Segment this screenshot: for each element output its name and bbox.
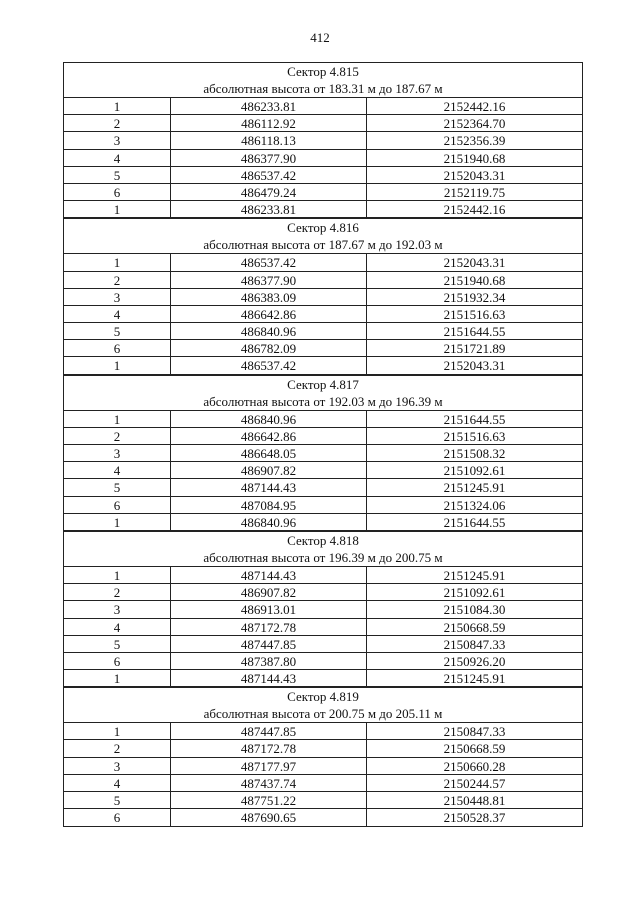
point-number-cell: 3 xyxy=(64,289,171,305)
y-coordinate-cell: 2151092.61 xyxy=(443,463,506,479)
point-number-cell: 1 xyxy=(64,98,171,114)
sector-block xyxy=(64,531,582,687)
point-number-cell: 6 xyxy=(64,809,171,826)
x-coordinate-cell: 486642.86 xyxy=(171,428,367,444)
point-number-cell: 3 xyxy=(64,132,171,148)
sector-block xyxy=(64,687,582,826)
x-coordinate-cell: 486118.13 xyxy=(171,132,367,148)
point-number-cell: 1 xyxy=(64,411,171,427)
table-row xyxy=(64,723,582,740)
x-coordinate-cell: 486907.82 xyxy=(171,462,367,478)
sector-title: Сектор 4.818 xyxy=(64,531,582,549)
x-coordinate-cell: 487751.22 xyxy=(171,792,367,808)
table-row xyxy=(64,758,582,775)
x-coordinate-cell: 487084.95 xyxy=(171,497,367,513)
table-row xyxy=(64,479,582,496)
y-coordinate-cell: 2151245.91 xyxy=(443,567,506,583)
y-coordinate-cell: 2151092.61 xyxy=(443,585,506,601)
table-row xyxy=(64,411,582,428)
point-number-cell: 5 xyxy=(64,323,171,339)
y-coordinate-cell: 2150244.57 xyxy=(443,775,506,791)
table-row xyxy=(64,497,582,514)
sector-altitude-range: абсолютная высота от 183.31 м до 187.67 м xyxy=(64,80,582,98)
x-coordinate-cell: 487172.78 xyxy=(171,619,367,635)
y-coordinate-cell: 2152043.31 xyxy=(443,255,506,271)
coordinates-table xyxy=(63,62,583,827)
table-row xyxy=(64,272,582,289)
table-row xyxy=(64,809,582,826)
sector-title: Сектор 4.815 xyxy=(287,64,359,79)
table-row xyxy=(64,584,582,601)
point-number-cell: 1 xyxy=(64,254,171,270)
y-coordinate-cell: 2152043.31 xyxy=(443,167,506,183)
x-coordinate-cell: 487437.74 xyxy=(171,775,367,791)
x-coordinate-cell: 486233.81 xyxy=(171,201,367,217)
y-coordinate-cell: 2152364.70 xyxy=(443,116,506,132)
point-number-cell: 2 xyxy=(64,115,171,131)
table-row xyxy=(64,289,582,306)
y-coordinate-cell: 2151940.68 xyxy=(443,272,506,288)
y-coordinate-cell: 2151644.55 xyxy=(443,514,506,530)
sector-block xyxy=(64,63,582,218)
point-number-cell: 4 xyxy=(64,462,171,478)
point-number-cell: 3 xyxy=(64,601,171,617)
x-coordinate-cell: 486642.86 xyxy=(171,306,367,322)
x-coordinate-cell: 486537.42 xyxy=(171,167,367,183)
point-number-cell: 1 xyxy=(64,723,171,739)
point-number-cell: 1 xyxy=(64,567,171,583)
page-number: 412 xyxy=(310,30,330,45)
x-coordinate-cell: 487447.85 xyxy=(171,636,367,652)
table-row xyxy=(64,619,582,636)
table-row xyxy=(64,462,582,479)
point-number-cell: 2 xyxy=(64,584,171,600)
table-row xyxy=(64,357,582,374)
y-coordinate-cell: 2150660.28 xyxy=(443,758,506,774)
sector-title: Сектор 4.819 xyxy=(64,687,582,705)
y-coordinate-cell: 2151940.68 xyxy=(443,150,506,166)
sector-block xyxy=(64,375,582,531)
sector-altitude-range: абсолютная высота от 187.67 м до 192.03 м xyxy=(64,236,582,254)
y-coordinate-cell: 2150668.59 xyxy=(443,741,506,757)
x-coordinate-cell: 487177.97 xyxy=(171,758,367,774)
y-coordinate-cell: 2151324.06 xyxy=(443,497,506,513)
x-coordinate-cell: 486840.96 xyxy=(171,323,367,339)
point-number-cell: 6 xyxy=(64,653,171,669)
sector-title: Сектор 4.817 xyxy=(64,375,582,393)
point-number-cell: 4 xyxy=(64,619,171,635)
table-row xyxy=(64,445,582,462)
point-number-cell: 2 xyxy=(64,740,171,756)
y-coordinate-cell: 2150668.59 xyxy=(443,619,506,635)
point-number-cell: 2 xyxy=(64,272,171,288)
x-coordinate-cell: 486907.82 xyxy=(171,584,367,600)
x-coordinate-cell: 486383.09 xyxy=(171,289,367,305)
point-number-cell: 6 xyxy=(64,184,171,200)
y-coordinate-cell: 2152356.39 xyxy=(443,133,506,149)
table-row xyxy=(64,115,582,132)
x-coordinate-cell: 487144.43 xyxy=(171,479,367,495)
y-coordinate-cell: 2152043.31 xyxy=(443,358,506,374)
x-coordinate-cell: 487387.80 xyxy=(171,653,367,669)
table-row xyxy=(64,132,582,149)
point-number-cell: 2 xyxy=(64,428,171,444)
y-coordinate-cell: 2151245.91 xyxy=(443,480,506,496)
sector-block xyxy=(64,218,582,374)
point-number-cell: 3 xyxy=(64,758,171,774)
y-coordinate-cell: 2151084.30 xyxy=(443,602,506,618)
x-coordinate-cell: 487172.78 xyxy=(171,740,367,756)
table-row xyxy=(64,340,582,357)
table-row xyxy=(64,567,582,584)
x-coordinate-cell: 486840.96 xyxy=(171,411,367,427)
x-coordinate-cell: 487144.43 xyxy=(171,670,367,686)
x-coordinate-cell: 486377.90 xyxy=(171,272,367,288)
y-coordinate-cell: 2151932.34 xyxy=(443,289,506,305)
point-number-cell: 4 xyxy=(64,150,171,166)
x-coordinate-cell: 486840.96 xyxy=(171,514,367,530)
table-row xyxy=(64,184,582,201)
y-coordinate-cell: 2151516.63 xyxy=(443,306,506,322)
table-row xyxy=(64,323,582,340)
table-row xyxy=(64,254,582,271)
table-row xyxy=(64,670,582,687)
sector-title: Сектор 4.816 xyxy=(64,218,582,236)
x-coordinate-cell: 487447.85 xyxy=(171,723,367,739)
table-row xyxy=(64,740,582,757)
point-number-cell: 3 xyxy=(64,445,171,461)
x-coordinate-cell: 486537.42 xyxy=(171,254,367,270)
x-coordinate-cell: 487144.43 xyxy=(171,567,367,583)
table-row xyxy=(64,306,582,323)
y-coordinate-cell: 2151516.63 xyxy=(443,428,506,444)
y-coordinate-cell: 2152442.16 xyxy=(443,202,506,218)
y-coordinate-cell: 2150847.33 xyxy=(443,724,506,740)
table-row xyxy=(64,636,582,653)
y-coordinate-cell: 2151721.89 xyxy=(443,341,506,357)
y-coordinate-cell: 2150847.33 xyxy=(443,636,506,652)
point-number-cell: 5 xyxy=(64,479,171,495)
point-number-cell: 5 xyxy=(64,792,171,808)
table-row xyxy=(64,514,582,531)
x-coordinate-cell: 486648.05 xyxy=(171,445,367,461)
point-number-cell: 6 xyxy=(64,497,171,513)
point-number-cell: 4 xyxy=(64,306,171,322)
sector-altitude-range: абсолютная высота от 196.39 м до 200.75 м xyxy=(64,549,582,567)
sector-altitude-range: абсолютная высота от 200.75 м до 205.11 м xyxy=(64,705,582,723)
point-number-cell: 1 xyxy=(64,514,171,530)
y-coordinate-cell: 2152119.75 xyxy=(443,184,506,200)
y-coordinate-cell: 2151508.32 xyxy=(443,446,506,461)
x-coordinate-cell: 487690.65 xyxy=(171,809,367,826)
y-coordinate-cell: 2150528.37 xyxy=(443,810,506,826)
y-coordinate-cell: 2150926.20 xyxy=(443,653,506,669)
y-coordinate-cell: 2151245.91 xyxy=(443,671,506,687)
table-row xyxy=(64,428,582,445)
y-coordinate-cell: 2151644.55 xyxy=(443,324,506,340)
x-coordinate-cell: 486479.24 xyxy=(171,184,367,200)
table-row xyxy=(64,601,582,618)
x-coordinate-cell: 486537.42 xyxy=(171,357,367,373)
point-number-cell: 5 xyxy=(64,167,171,183)
point-number-cell: 1 xyxy=(64,201,171,217)
table-row xyxy=(64,775,582,792)
table-row xyxy=(64,167,582,184)
x-coordinate-cell: 486782.09 xyxy=(171,340,367,356)
x-coordinate-cell: 486377.90 xyxy=(171,150,367,166)
point-number-cell: 4 xyxy=(64,775,171,791)
table-row xyxy=(64,98,582,115)
y-coordinate-cell: 2152442.16 xyxy=(443,99,506,114)
point-number-cell: 6 xyxy=(64,340,171,356)
x-coordinate-cell: 486233.81 xyxy=(171,98,367,114)
table-row xyxy=(64,150,582,167)
point-number-cell: 5 xyxy=(64,636,171,652)
point-number-cell: 1 xyxy=(64,357,171,373)
x-coordinate-cell: 486112.92 xyxy=(171,115,367,131)
point-number-cell: 1 xyxy=(64,670,171,686)
y-coordinate-cell: 2150448.81 xyxy=(443,793,506,808)
table-row xyxy=(64,201,582,218)
y-coordinate-cell: 2151644.55 xyxy=(443,411,506,427)
table-row xyxy=(64,653,582,670)
sector-altitude-range: абсолютная высота от 192.03 м до 196.39 м xyxy=(64,393,582,411)
x-coordinate-cell: 486913.01 xyxy=(171,601,367,617)
table-row xyxy=(64,792,582,809)
